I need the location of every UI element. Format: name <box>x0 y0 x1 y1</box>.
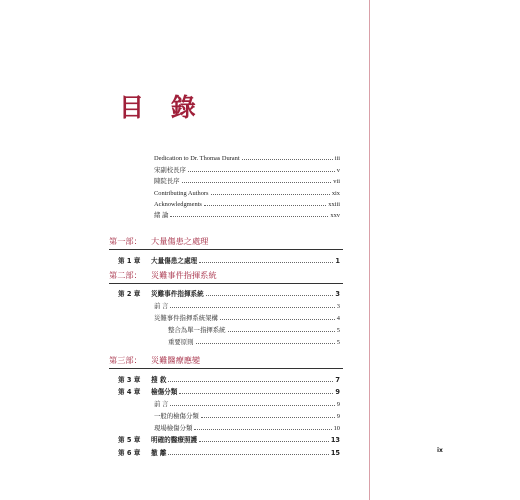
section-entry[interactable] <box>154 299 340 310</box>
toc-entry-label: Acknowledgments <box>154 200 202 208</box>
dot-leader <box>168 381 333 382</box>
part-title: 災難醫療應變 <box>151 356 201 365</box>
chapter-title: 災難事件指揮系統 <box>151 290 204 299</box>
toc-entry-label: 緒 論 <box>154 212 169 220</box>
toc-entry[interactable] <box>154 162 340 173</box>
chapter-page: 3 <box>335 290 340 299</box>
chapter-number: 第 6 章 <box>118 449 141 458</box>
page-gutter-rule <box>369 0 370 500</box>
section-entry[interactable] <box>154 421 340 432</box>
part-number: 第一部： <box>109 237 142 246</box>
section-title: 現場檢傷分類 <box>154 425 193 433</box>
section-page: 3 <box>336 303 340 311</box>
section-entry[interactable] <box>168 323 340 334</box>
dot-leader <box>168 454 328 455</box>
dot-leader <box>211 194 330 195</box>
chapter-title: 檢傷分類 <box>151 388 178 397</box>
chapter-page: 9 <box>335 388 340 397</box>
part-number: 第三部： <box>109 356 142 365</box>
chapter-entry-4[interactable] <box>118 385 340 396</box>
chapter-title: 撤 離 <box>151 449 167 458</box>
toc-entry-page: vii <box>333 178 340 186</box>
page-number: ix <box>437 447 443 454</box>
section-page: 4 <box>336 315 340 323</box>
chapter-number: 第 4 章 <box>118 388 141 397</box>
toc-entry[interactable] <box>154 208 340 219</box>
chapter-number: 第 3 章 <box>118 376 141 385</box>
section-page: 10 <box>333 425 340 433</box>
dot-leader <box>199 441 329 442</box>
dot-leader <box>204 205 326 206</box>
chapter-entry-6[interactable] <box>118 446 340 457</box>
dot-leader <box>199 262 333 263</box>
dot-leader <box>170 405 334 406</box>
chapter-entry-3[interactable] <box>118 373 340 384</box>
chapter-entry-2[interactable] <box>118 287 340 298</box>
part-title: 大量傷患之處理 <box>151 237 209 246</box>
chapter-number: 第 5 章 <box>118 436 141 445</box>
section-title: 災難事件指揮系統架構 <box>154 315 218 323</box>
section-entry[interactable] <box>168 335 340 346</box>
section-title: 前 言 <box>154 303 169 311</box>
toc-entry-label: 宋副校長序 <box>154 166 186 174</box>
toc-entry[interactable] <box>154 174 340 185</box>
dot-leader <box>228 331 335 332</box>
part-heading-1[interactable] <box>109 236 343 250</box>
part-heading-2[interactable] <box>109 270 343 284</box>
chapter-title: 明確的醫療照護 <box>151 436 198 445</box>
front-matter-list <box>154 151 340 219</box>
toc-entry-label: Contributing Authors <box>154 189 209 197</box>
chapter-page: 15 <box>330 449 340 458</box>
chapter-number: 第 1 章 <box>118 257 141 266</box>
toc-entry-page: iii <box>334 155 340 163</box>
dot-leader <box>179 393 333 394</box>
toc-entry[interactable] <box>154 185 340 196</box>
dot-leader <box>170 216 328 217</box>
dot-leader <box>196 343 335 344</box>
section-entry[interactable] <box>154 397 340 408</box>
section-entry[interactable] <box>154 409 340 420</box>
section-page: 5 <box>336 339 340 347</box>
dot-leader <box>188 171 335 172</box>
chapter-entry-1[interactable] <box>118 254 340 265</box>
chapter-number: 第 2 章 <box>118 290 141 299</box>
section-page: 9 <box>336 401 340 409</box>
section-title: 整合為單一指揮系統 <box>168 327 226 335</box>
dot-leader <box>170 307 334 308</box>
section-title: 一般的檢傷分類 <box>154 413 199 421</box>
section-page: 9 <box>336 413 340 421</box>
section-title: 重要原則 <box>168 339 194 347</box>
part-title: 災難事件指揮系統 <box>151 271 217 280</box>
toc-entry-page: xix <box>331 189 340 197</box>
toc-entry[interactable] <box>154 197 340 208</box>
chapter-page: 7 <box>335 376 340 385</box>
toc-entry[interactable] <box>154 151 340 162</box>
dot-leader <box>242 159 333 160</box>
chapter-title: 搜 救 <box>151 376 167 385</box>
toc-entry-label: 陳院長序 <box>154 178 180 186</box>
chapter-page: 1 <box>335 257 340 266</box>
dot-leader <box>206 295 334 296</box>
toc-entry-page: v <box>336 166 340 174</box>
part-number: 第二部： <box>109 271 142 280</box>
chapter-title: 大量傷患之處理 <box>151 257 198 266</box>
chapter-page: 13 <box>330 436 340 445</box>
chapter-entry-5[interactable] <box>118 433 340 444</box>
dot-leader <box>201 417 335 418</box>
section-page: 5 <box>336 327 340 335</box>
dot-leader <box>220 319 335 320</box>
toc-entry-page: xxv <box>330 212 340 220</box>
section-entry[interactable] <box>154 311 340 322</box>
dot-leader <box>194 429 331 430</box>
dot-leader <box>182 182 332 183</box>
part-heading-3[interactable] <box>109 355 343 369</box>
page-title: 目 錄 <box>119 93 205 122</box>
toc-entry-page: xxiii <box>328 200 340 208</box>
section-title: 前 言 <box>154 401 169 409</box>
toc-entry-label: Dedication to Dr. Thomas Durant <box>154 155 240 163</box>
